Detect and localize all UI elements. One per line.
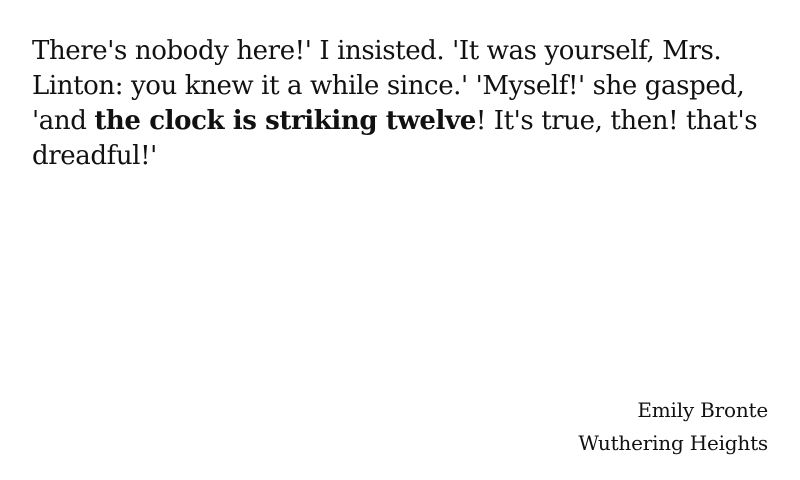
work-title: Wuthering Heights xyxy=(578,431,768,455)
quote-emphasis: the clock is striking twelve xyxy=(94,106,476,136)
quote-text xyxy=(32,34,772,174)
author-name: Emily Bronte xyxy=(637,398,768,422)
quote-text-after: ! It's true, then! that's dreadful!' xyxy=(32,106,758,171)
quote-text-before: There's nobody here!' I insisted. 'It was yourself, Mrs. Linton: you knew it a while since.' 'Myself!' she gasped, 'and xyxy=(32,36,745,136)
attribution xyxy=(578,394,768,460)
